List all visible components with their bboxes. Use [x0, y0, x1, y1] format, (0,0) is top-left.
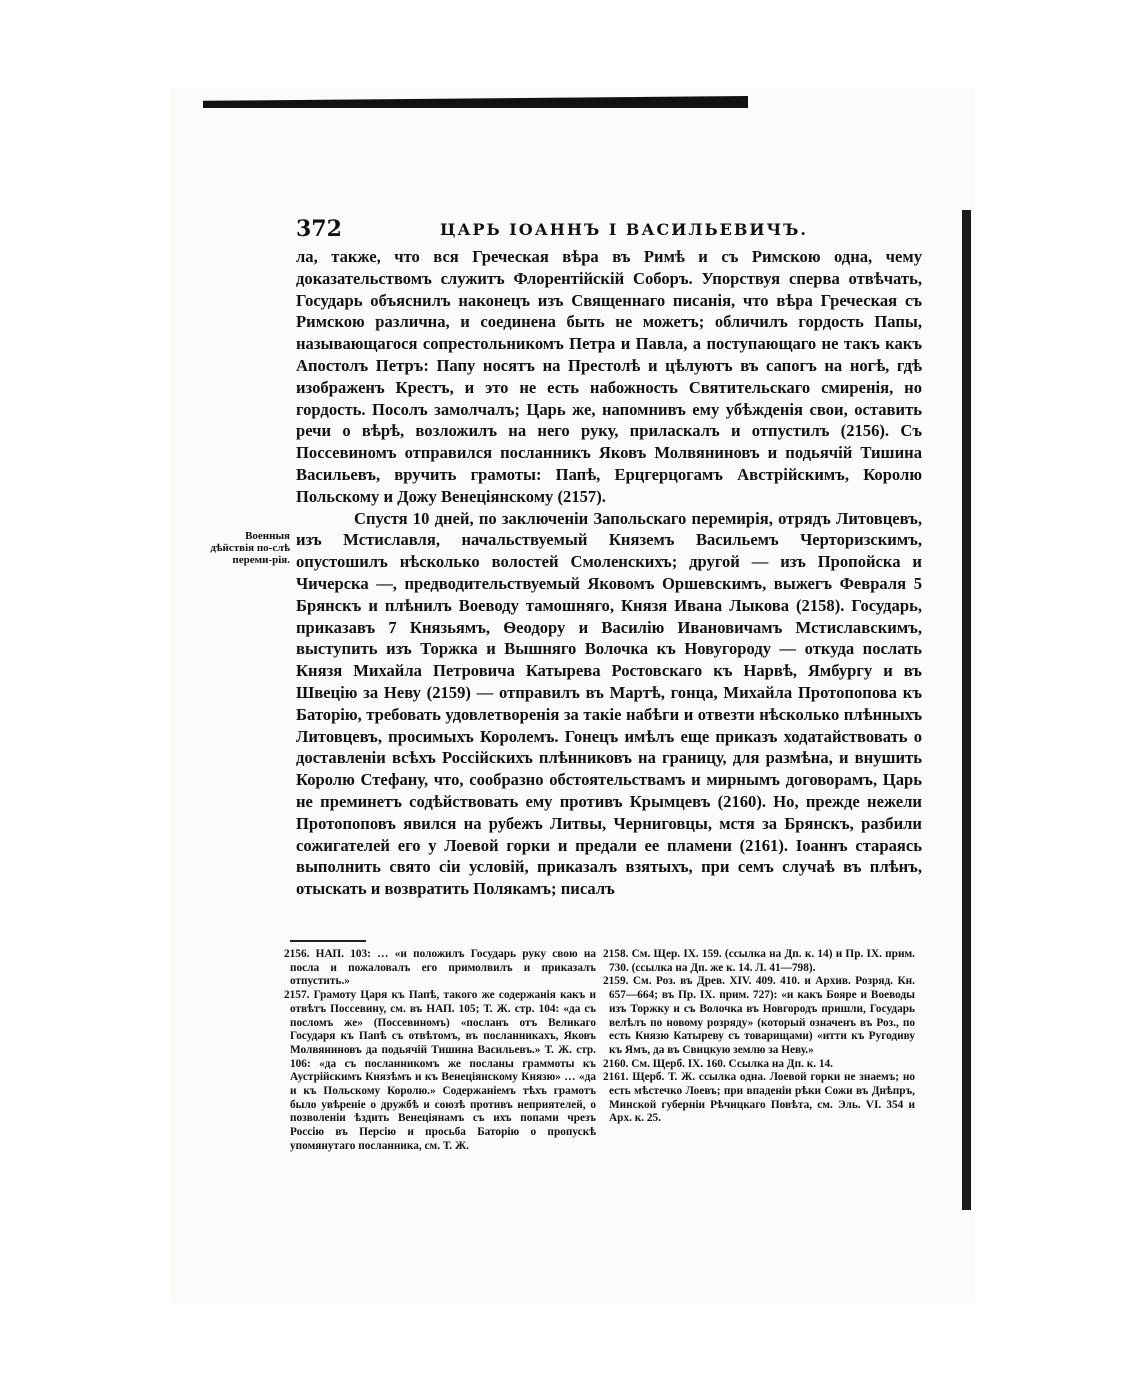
footnote-2159: 2159. См. Роз. въ Древ. XIV. 409. 410. и Архив. Розряд. Кн. 657—664; въ Пр. IX. прим. 727): «и какъ Бояре и Воеводы изъ Торжку и съ Волочка въ Новгородъ пришли, Государь велѣлъ по новому розряду» (который означенъ въ Роз., по есть Князю Катыреву съ товарищами) «итти къ Ругодиву къ Ямъ, да въ Свицкую землю за Неву.»	[603, 975, 915, 1056]
footnote-2157: 2157. Грамоту Царя къ Папѣ, такого же содержанія какъ и отвѣтъ Поссевину, см. въ НАП. 105; Т. Ж. стр. 104: «да съ посломъ же» (Поссевиномъ) «посланъ отъ Великаго Государя къ Папѣ съ отвѣтомъ, въ посланникахъ, Яковъ Молвяниновъ да подьячій Тишина Васильевъ.» Т. Ж. стр. 106: «да съ посланникомъ же посланы граммоты къ Аустрійскимъ Князѣмъ и къ Венеціянскому Князю» … «да и къ Польскому Королю.» Содержаніемъ тѣхъ грамотъ было увѣреніе о дружбѣ и союзѣ противъ неприятелей, о позволеніи ѣздить Венеціянамъ съ ихъ попами чрезъ Россію въ Персію и просьба Баторію о пропускѣ упомянутаго посланника, см. Т. Ж.	[284, 989, 596, 1152]
footnote-2156: 2156. НАП. 103: … «и положилъ Государь руку свою на посла и пожаловалъ его примолвилъ и приказалъ отпустить.»	[284, 948, 596, 988]
page-number: 372	[296, 216, 342, 242]
running-title: ЦАРЬ ІОАННЪ І ВАСИЛЬЕВИЧЪ.	[440, 220, 808, 239]
margin-note: Военныя дѣйствія по-слѣ переми-рія.	[210, 530, 290, 566]
footnote-2161: 2161. Щерб. Т. Ж. ссылка одна. Лоевой горки не знаемъ; но есть мѣстечко Лоевъ; при впаденіи рѣки Сожи въ Днѣпръ, Минской губерніи Рѣчицкаго Повѣта, см. Эль. VI. 354 и Арх. к. 25.	[603, 1071, 915, 1125]
footnotes-left-column	[284, 948, 596, 1154]
paragraph-continued: ла, также, что вся Греческая вѣра въ Римѣ и съ Римскою одна, чему доказательствомъ служитъ Флорентійскій Соборъ. Упорствуя сперва отвѣчать, Государь объяснилъ наконецъ изъ Священнаго писанія, что вѣра Греческая съ Римскою различна, и соединена быть не можетъ; обличилъ гордость Папы, называющагося сопрестольникомъ Петра и Павла, а поступающаго не такъ какъ Апостолъ Петръ: Папу носятъ на Престолѣ и цѣлуютъ въ сапогъ на ногѣ, гдѣ изображенъ Крестъ, и это не есть набожность Святительскаго смиренія, но гордость. Посолъ замолчалъ; Царь же, напомнивъ ему убѣжденія свои, оставить речи о вѣрѣ, возложилъ на него руку, приласкалъ и отпустилъ (2156). Съ Поссевиномъ отправился посланникъ Яковъ Молвяниновъ и подьячій Тишина Васильевъ, вручить грамоты: Папѣ, Ерцгерцогамъ Австрійскимъ, Королю Польскому и Дожу Венеціянскому (2157).	[296, 247, 922, 506]
footnote-2160: 2160. См. Щерб. IX. 160. Ссылка на Дп. к. 14.	[603, 1057, 834, 1070]
main-text	[296, 246, 922, 900]
footnotes-right-column	[603, 948, 915, 1126]
page-edge-shadow	[962, 210, 971, 1210]
footnote-2158: 2158. См. Щер. IX. 159. (ссылка на Дп. к. 14) и Пр. IX. прим. 730. (ссылка на Дп. же к. 14. Л. 41—798).	[603, 948, 915, 974]
footnote-rule	[290, 940, 366, 942]
paragraph: Спустя 10 дней, по заключеніи Запольскаго перемирія, отрядъ Литовцевъ, изъ Мстиславля, начальствуемый Княземъ Васильемъ Черторизскимъ, опустошилъ нѣсколько волостей Смоленскихъ; другой — изъ Пропойска и Чичерска —, предводительствуемый Яковомъ Оршевскимъ, выжегъ Февраля 5 Брянскъ и плѣнилъ Воеводу тамошняго, Князя Ивана Лыкова (2158). Государь, приказавъ 7 Князьямъ, Ѳеодору и Василію Ивановичамъ Мстиславскимъ, выступить изъ Торжка и Вышняго Волочка къ Новугороду — откуда послать Князя Михайла Петровича Катырева Ростовскаго къ Нарвѣ, Ямбургу и въ Швецію за Неву (2159) — отправилъ въ Мартѣ, гонца, Михайла Протопопова къ Баторію, требовать удовлетворенія за такіе набѣги и отвезти нѣсколько плѣнныхъ Литовцевъ, просимыхъ Королемъ. Гонецъ имѣлъ еще приказъ ходатайствовать о доставленіи всѣхъ Россійскихъ плѣнниковъ на границу, для размѣна, и внушить Королю Стефану, что, сообразно обстоятельствамъ и мирнымъ договорамъ, Царь не преминетъ содѣйствовать ему противъ Крымцевъ (2160). Но, прежде нежели Протопоповъ явился на рубежъ Литвы, Черниговцы, мстя за Брянскъ, разбили сожигателей его у Лоевой горки и предали ее пламени (2161). Іоаннъ стараясь выполнить свято сіи условій, приказалъ взятыхъ, при семъ случаѣ въ плѣнъ, отыскать и возвратить Полякамъ; писалъ	[296, 508, 922, 899]
